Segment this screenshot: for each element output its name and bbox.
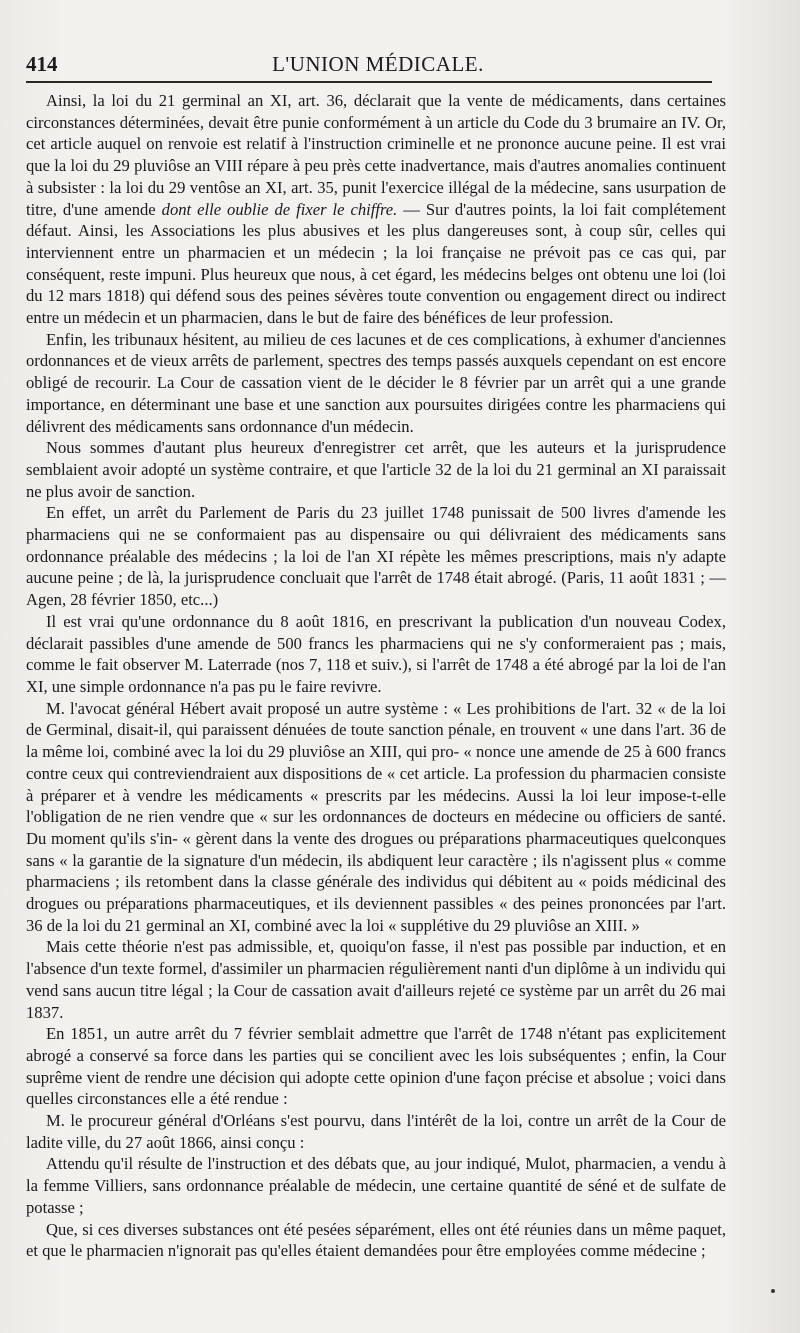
paragraph: En 1851, un autre arrêt du 7 février semblait admettre que l'arrêt de 1748 n'étant pas explicitement abrogé a conservé sa force dans les parties qui se concilient avec les lois subséquentes ; enfin, la Cour suprême vient de rendre une décision qui adopte cette opinion d'une façon précise et absolue ; voici dans quelles circonstances elle a été rendue : xyxy=(26,1024,726,1109)
paragraph: Nous sommes d'autant plus heureux d'enregistrer cet arrêt, que les auteurs et la jurisprudence semblaient avoir adopté un système contraire, et que l'article 32 de la loi du 21 germinal an XI paraissait ne plus avoir de sanction. xyxy=(26,438,726,501)
paragraph: En effet, un arrêt du Parlement de Paris du 23 juillet 1748 punissait de 500 livres d'amende les pharmaciens qui ne se conformaient pas au dispensaire ou qui délivraient des médicaments sans ordonnance préalable des médecins ; la loi de l'an XI répète les mêmes prescriptions, mais n'y adapte aucune peine ; de là, la jurisprudence concluait que l'arrêt de 1748 était abrogé. (Paris, 11 août 1831 ; — Agen, 28 février 1850, etc...) xyxy=(26,503,726,610)
paragraph: Que, si ces diverses substances ont été pesées séparément, elles ont été réunies dans un même paquet, et que le pharmacien n'ignorait pas qu'elles étaient demandées pour être employées comme médecine ; xyxy=(26,1219,726,1261)
article-body xyxy=(26,90,726,1262)
italic-phrase: dont elle oublie de fixer le chiffre. xyxy=(161,199,398,219)
quotation-paragraph: M. l'avocat général Hébert avait proposé un autre système : « Les prohibitions de l'art. 32 « de la loi de Germinal, disait-il, qui paraissent dénuées de toute sanction pénale, en trouvent « une dans l'art. 36 de la même loi, combiné avec la loi du 29 pluviôse an XIII, qui pro- « nonce une amende de 25 à 600 francs contre ceux qui contreviendraient aux dispositions de « cet article. La profession du pharmacien consiste à préparer et à vendre les médicaments « prescrits par les médecins. Aussi la loi leur impose-t-elle l'obligation de ne rien vendre que « sur les ordonnances de docteurs en médecine ou officiers de santé. Du moment qu'ils s'in- « gèrent dans la vente des drogues ou préparations pharmaceutiques quelconques sans « la garantie de la signature d'un médecin, ils abdiquent leur caractère ; ils n'agissent plus « comme pharmaciens ; ils retombent dans la classe générale des individus qui débitent au « poids médicinal des drogues ou préparations pharmaceutiques, et ils deviennent passibles « des peines prononcées par l'art. 36 de la loi du 21 germinal an XI, combiné avec la loi « supplétive du 29 pluviôse an XIII. » xyxy=(26,698,726,935)
page-number: 414 xyxy=(26,52,58,76)
paragraph: Il est vrai qu'une ordonnance du 8 août 1816, en prescrivant la publication d'un nouveau Codex, déclarait passibles d'une amende de 500 francs les pharmaciens qui ne s'y conformeraient pas ; mais, comme le fait observer M. Laterrade (nos 7, 118 et suiv.), si l'arrêt de 1748 a été abrogé par la loi de l'an XI, une simple ordonnance n'a pas pu le faire revivre. xyxy=(26,611,726,696)
paragraph: Mais cette théorie n'est pas admissible, et, quoiqu'on fasse, il n'est pas possible par induction, et en l'absence d'un texte formel, d'assimiler un pharmacien régulièrement nanti d'un diplôme à un individu qui vend sans aucun titre légal ; la Cour de cassation avait d'ailleurs rejeté ce système par un arrêt du 26 mai 1837. xyxy=(26,937,726,1022)
running-title: L'UNION MÉDICALE. xyxy=(272,52,484,76)
paragraph: Ainsi, la loi du 21 germinal an XI, art. 36, déclarait que la vente de médicaments, dans certaines circonstances déterminées, devait être punie conformément à un article du Code du 3 brumaire an IV. Or, cet article auquel on renvoie est relatif à l'instruction criminelle et ne prononce aucune peine. Il est vrai que la loi du 29 pluviôse an VIII répare à peu près cette inadvertance, mais d'autres anomalies continuent à subsister : la loi du 29 ventôse an XI, art. 35, punit l'exercice illégal de la médecine, sans usurpation de titre, d'une amende dont elle oublie de fixer le chiffre. — Sur d'autres points, la loi fait complétement défaut. Ainsi, les Associations les plus abusives et les plus dangereuses sont, à coup sûr, celles qui interviennent entre un pharmacien et un médecin ; la loi française ne prévoit pas ce cas qui, par conséquent, reste impuni. Plus heureux que nous, à cet égard, les médecins belges ont obtenu une loi (loi du 12 mars 1818) qui défend sous des peines sévères toute convention ou engagement direct ou indirect entre un médecin et un pharmacien, dans le but de faire des bénéfices de leur profession. xyxy=(26,91,726,328)
paragraph: M. le procureur général d'Orléans s'est pourvu, dans l'intérêt de la loi, contre un arrêt de la Cour de ladite ville, du 27 août 1866, ainsi conçu : xyxy=(26,1111,726,1152)
ink-speck xyxy=(771,1289,775,1293)
page-header xyxy=(26,52,730,80)
paragraph: Enfin, les tribunaux hésitent, au milieu de ces lacunes et de ces complications, à exhumer d'anciennes ordonnances et de vieux arrêts de parlement, spectres des temps passés auxquels cependant on est encore obligé de recourir. La Cour de cassation vient de le décider le 8 février par un arrêt qui a une grande importance, en déterminant une base et une sanction aux poursuites dirigées contre les pharmaciens qui délivrent des médicaments sans ordonnance d'un médecin. xyxy=(26,329,726,436)
paragraph: Attendu qu'il résulte de l'instruction et des débats que, au jour indiqué, Mulot, pharmacien, a vendu à la femme Villiers, sans ordonnance préalable de médecin, une certaine quantité de séné et de sulfate de potasse ; xyxy=(26,1154,726,1217)
header-rule xyxy=(26,81,712,83)
